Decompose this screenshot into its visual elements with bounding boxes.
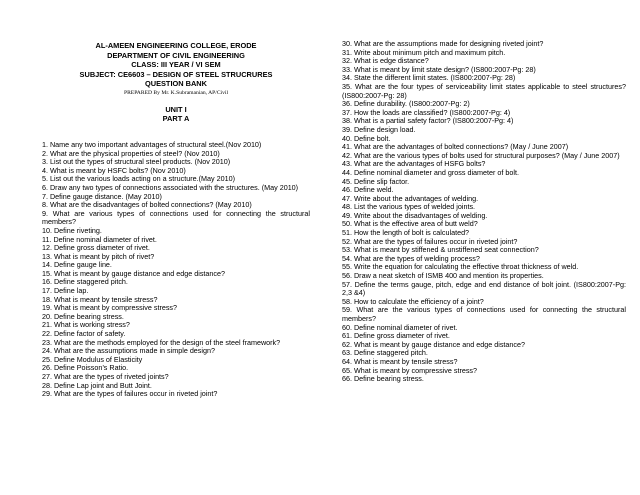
question-item: 23. What are the methods employed for the design of the steel framework? [42, 337, 281, 347]
class-info: CLASS: III YEAR / VI SEM [131, 60, 221, 70]
question-item: 22. Define factor of safety. [42, 329, 126, 339]
question-item: 51. How the length of bolt is calculated? [342, 228, 470, 238]
question-item: 26. Define Poisson’s Ratio. [42, 363, 129, 373]
subject-info: SUBJECT: CE6603 – DESIGN OF STEEL STRUCRURES [79, 69, 273, 79]
question-item: 11. Define nominal diameter of rivet. [42, 234, 157, 244]
question-list-right [342, 40, 626, 384]
question-item: 41. What are the advantages of bolted connections? (May / June 2007) [342, 142, 569, 152]
question-item: 52. What are the types of failures occur in riveted joint? [342, 236, 518, 246]
question-list-left [42, 141, 310, 399]
question-item: 66. Define bearing stress. [342, 374, 424, 384]
left-column [42, 0, 310, 399]
question-item: 14. Define gauge line. [42, 260, 112, 270]
question-item: 33. What is meant by limit state design? (IS800:2007-Pg: 28) [342, 64, 536, 74]
question-item: 61. Define gross diameter of rivet. [342, 331, 450, 341]
question-item: 30. What are the assumptions made for designing riveted joint? [342, 39, 544, 48]
question-item: 17. Define lap. [42, 286, 89, 296]
question-item: 29. What are the types of failures occur in riveted joint? [42, 389, 218, 399]
question-item: 2. What are the physical properties of steel? (Nov 2010) [42, 148, 220, 158]
question-item: 48. List the various types of welded joints. [342, 202, 476, 212]
question-item: 31. Write about minimum pitch and maximum pitch. [342, 47, 506, 57]
question-item: 25. Define Modulus of Elasticity [42, 354, 143, 364]
question-item: 32. What is edge distance? [342, 56, 429, 66]
question-item: 64. What is meant by tensile stress? [342, 356, 458, 366]
question-item: 60. Define nominal diameter of rivet. [342, 322, 458, 332]
question-item: 38. What is a partial safety factor? (IS800:2007-Pg: 4) [342, 116, 514, 126]
college-name: AL-AMEEN ENGINEERING COLLEGE, ERODE [95, 41, 257, 50]
document-title: QUESTION BANK [144, 79, 207, 89]
question-item: 9. What are various types of connections used for connecting the structural members? [42, 208, 310, 227]
question-item: 53. What is meant by stiffened & unstiffened seat connection? [342, 245, 539, 255]
prepared-by: PREPARED By Mr. K.Subramanian, AP/Civil [123, 89, 229, 96]
question-item: 44. Define nominal diameter and gross diameter of bolt. [342, 167, 519, 177]
question-item: 49. Write about the disadvantages of welding. [342, 210, 488, 220]
question-item: 12. Define gross diameter of rivet. [42, 243, 150, 253]
question-item: 10. Define riveting. [42, 225, 102, 235]
question-item: 58. How to calculate the efficiency of a joint? [342, 296, 484, 306]
question-item: 4. What is meant by HSFC bolts? (Nov 2010) [42, 165, 186, 175]
question-item: 57. Define the terms gauge, pitch, edge and end distance of bolt joint. (IS800:2007-Pg: 2,3 &4) [342, 279, 626, 298]
question-item: 5. List out the various loads acting on a structure.(May 2010) [42, 174, 235, 184]
question-item: 37. How the loads are classified? (IS800:2007-Pg: 4) [342, 107, 511, 117]
question-item: 43. What are the advantages of HSFG bolts? [342, 159, 486, 169]
question-item: 28. Define Lap joint and Butt Joint. [42, 380, 152, 390]
right-column [342, 0, 626, 384]
question-item: 40. Define bolt. [342, 133, 391, 143]
part-heading: PART A [162, 113, 190, 123]
question-item: 50. What is the effective area of butt weld? [342, 219, 478, 229]
question-item: 47. Write about the advantages of welding. [342, 193, 479, 203]
unit-heading: UNIT I [165, 104, 187, 114]
question-item: 54. What are the types of welding process? [342, 253, 480, 263]
question-item: 35. What are the four types of serviceability limit states applicable to steel structures? (IS800:2007-Pg: 28) [342, 81, 626, 100]
question-item: 36. Define durability. (IS800:2007-Pg: 2) [342, 99, 470, 109]
question-item: 16. Define staggered pitch. [42, 277, 128, 287]
question-item: 39. Define design load. [342, 124, 416, 134]
question-item: 65. What is meant by compressive stress? [342, 365, 478, 375]
question-item: 20. Define bearing stress. [42, 311, 124, 321]
question-item: 46. Define weld. [342, 185, 394, 195]
question-item: 45. Define slip factor. [342, 176, 410, 186]
question-item: 56. Draw a neat sketch of ISMB 400 and mention its properties. [342, 271, 544, 281]
question-item: 59. What are the various types of connections used for connecting the structural members? [342, 305, 626, 323]
question-item: 8. What are the disadvantages of bolted connections? (May 2010) [42, 200, 252, 210]
question-item: 1. Name any two important advantages of structural steel.(Nov 2010) [42, 139, 262, 149]
question-item: 42. What are the various types of bolts used for structural purposes? (May / June 2007) [342, 150, 620, 160]
question-item: 18. What is meant by tensile stress? [42, 294, 158, 304]
question-item: 55. Write the equation for calculating the effective throat thickness of weld. [342, 262, 579, 272]
department-name: DEPARTMENT OF CIVIL ENGINEERING [107, 50, 245, 60]
question-item: 27. What are the types of riveted joints? [42, 372, 169, 381]
question-item: 34. State the different limit states. (IS800:2007-Pg: 28) [342, 73, 516, 83]
question-item: 15. What is meant by gauge distance and edge distance? [42, 268, 226, 278]
question-item: 63. Define staggered pitch. [342, 348, 428, 358]
question-item: 13. What is meant by pitch of rivet? [42, 251, 155, 261]
question-item: 19. What is meant by compressive stress? [42, 303, 178, 313]
question-item: 3. List out the types of structural steel products. (Nov 2010) [42, 157, 231, 167]
question-item: 7. Define gauge distance. (May 2010) [42, 191, 162, 201]
question-item: 21. What is working stress? [42, 320, 130, 330]
question-item: 6. Draw any two types of connections associated with the structures. (May 2010) [42, 182, 299, 192]
question-item: 62. What is meant by gauge distance and edge distance? [342, 339, 526, 349]
question-item: 24. What are the assumptions made in simple design? [42, 346, 215, 356]
